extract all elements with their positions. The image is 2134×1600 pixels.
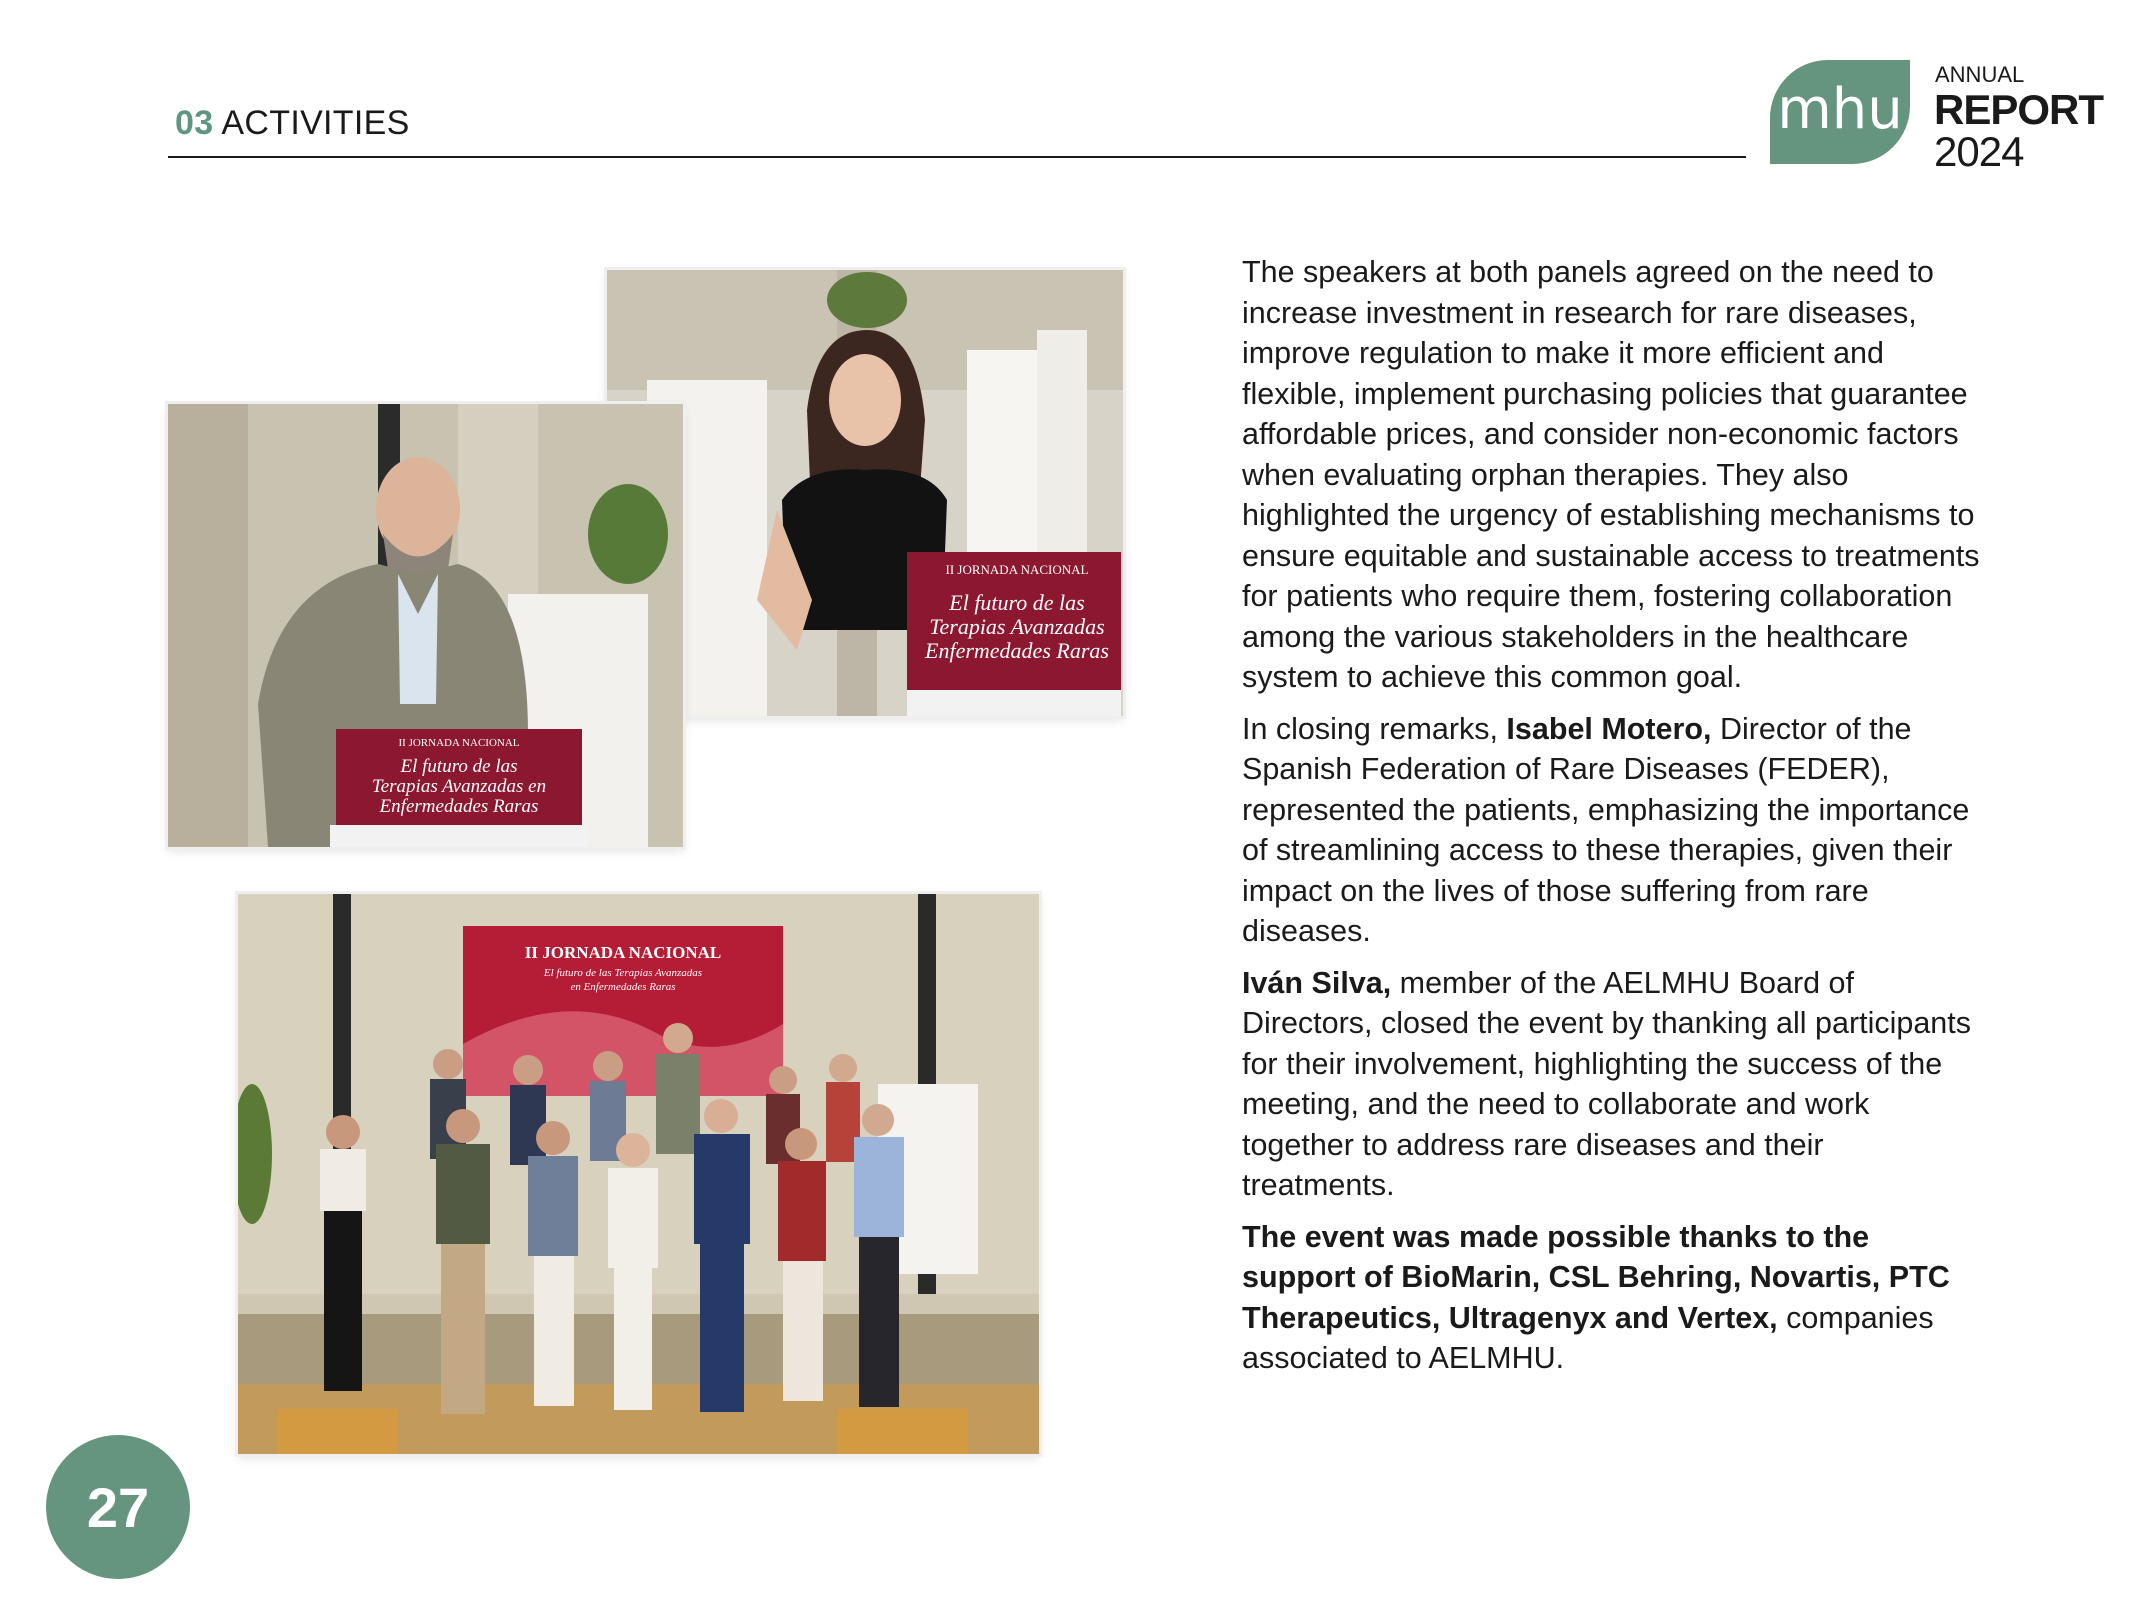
sign-line3: Terapias Avanzadas	[929, 614, 1105, 639]
section-heading	[175, 104, 410, 143]
backdrop-line2: El futuro de las Terapias Avanzadas	[543, 967, 703, 979]
sign-line4: Enfermedades Raras	[379, 796, 539, 817]
logo-text: mhu	[1777, 77, 1903, 142]
paragraph-panels: The speakers at both panels agreed on the need to increase investment in research for rare diseases, improve regulation to make it more efficient and flexible, implement purchasing policies that guarantee affordable prices, and consider non-economic factors when evaluating orphan therapies. They also highlighted the urgency of establishing mechanisms to ensure equitable and sustainable access to treatments for patients who require them, fostering collaboration among the various stakeholders in the healthcare system to achieve this common goal.	[1242, 255, 1980, 694]
paragraph-ivan	[1242, 963, 1982, 1206]
report-year: 2024	[1934, 128, 2024, 175]
ivan-silva: Iván Silva,	[1242, 965, 1392, 1000]
photo-speaker-woman	[607, 270, 1123, 716]
backdrop-title: II JORNADA NACIONAL	[524, 943, 722, 962]
sign-line2: El futuro de las	[949, 590, 1085, 615]
sign-line2: El futuro de las	[400, 756, 518, 777]
page-number-badge	[46, 1435, 190, 1579]
photo-speaker-man	[168, 404, 683, 847]
isabel-motero: Isabel Motero,	[1506, 711, 1712, 746]
backdrop-line3: en Enfermedades Raras	[570, 981, 676, 993]
mhu-logo	[1770, 60, 1910, 164]
header-divider	[168, 156, 1746, 158]
closing-prefix: In closing remarks,	[1242, 711, 1507, 746]
paragraph-closing	[1242, 709, 1982, 952]
section-number: 03	[175, 104, 214, 142]
body-text	[1242, 252, 1982, 1390]
annual-label: ANNUAL	[1935, 62, 2025, 87]
closing-rest: Director of the Spanish Federation of Rare Diseases (FEDER), represented the patients, emphasizing the importance of streamlining access to these therapies, given their impact on the lives of those suffering from rare diseases.	[1242, 711, 1970, 948]
report-label: REPORT	[1934, 86, 2104, 133]
section-title: ACTIVITIES	[221, 104, 410, 142]
sign-line1: II JORNADA NACIONAL	[398, 737, 520, 749]
photo-group	[238, 894, 1039, 1454]
sign-line4: Enfermedades Raras	[925, 638, 1109, 663]
ivan-rest: member of the AELMHU Board of Directors, closed the event by thanking all participants for their involvement, highlighting the success of the meeting, and the need to collaborate and work together to address rare diseases and their treatments.	[1242, 965, 1971, 1202]
sponsors-bold: The event was made possible thanks to the support of BioMarin, CSL Behring, Novartis, PTC Therapeutics, Ultragenyx and Vertex,	[1242, 1219, 1950, 1335]
paragraph-sponsors	[1242, 1217, 1982, 1379]
sign-line1: II JORNADA NACIONAL	[945, 562, 1089, 577]
page-number: 27	[86, 1475, 150, 1539]
sign-line3: Terapias Avanzadas en	[371, 776, 547, 797]
sponsors-rest: companies associated to AELMHU.	[1242, 1300, 1934, 1375]
